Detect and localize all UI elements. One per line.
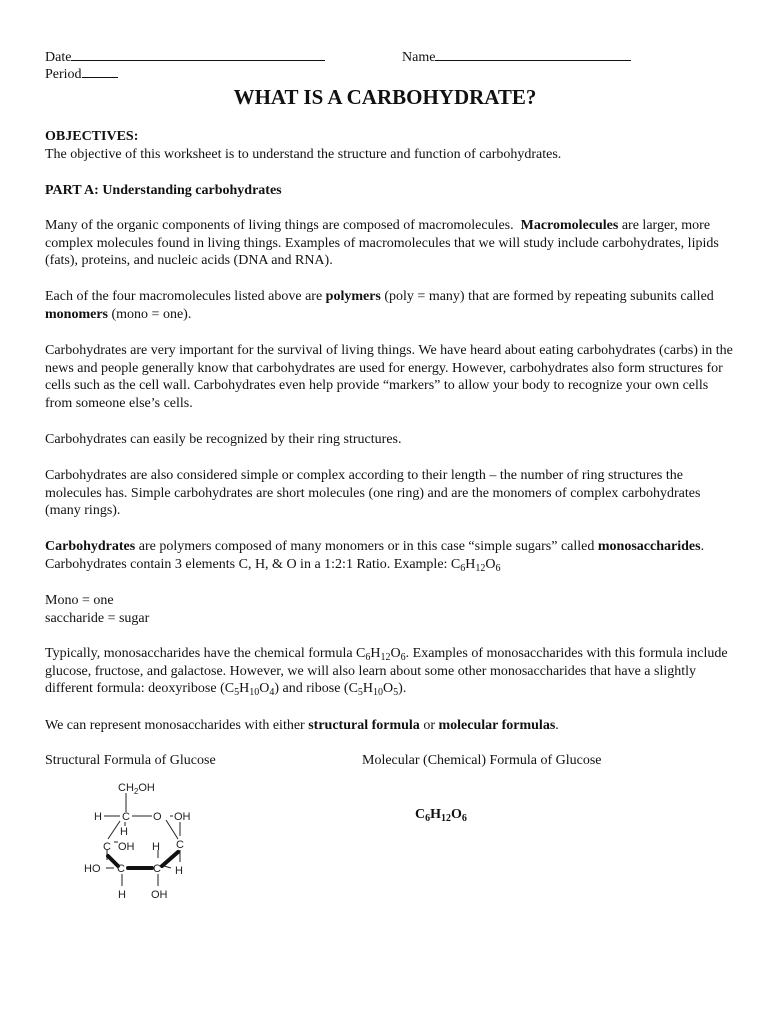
date-blank[interactable] (71, 47, 325, 61)
date-label: Date (45, 50, 72, 65)
atom-o-ring: O (153, 811, 162, 823)
atom-c-bottom-left: C (117, 863, 125, 875)
atom-oh-mid: OH (118, 841, 135, 853)
paragraph-importance: Carbohydrates are very important for the survival of living things. We have heard about eating carbohydrates (carbs) in the news and people generally know that carbohydrates are used for energy. However, carbohydrates also form structures for cells such as the cell wall. Carbohydrates even help provide “markers” to allow your body to recognize your own cells from someone else’s cells. (45, 343, 733, 411)
paragraph-macromolecules: Many of the organic components of living things are composed of macromolecules. Macromolecules are larger, more complex molecules found in living things. Examples of macromolecules that we will study include carbohydrates, lipids (fats), proteins, and nucleic acids (DNA and RNA). (45, 218, 719, 268)
atom-ho-left: HO (84, 863, 101, 875)
period-field (45, 64, 118, 84)
atom-oh-bottom: OH (151, 889, 168, 901)
paragraph-polymers: Each of the four macromolecules listed above are polymers (poly = many) that are formed by repeating subunits called monomers (mono = one). (45, 289, 714, 322)
atom-c-left: C (103, 841, 111, 853)
molecular-formula: $C_6H_{12}O_6$ (415, 807, 467, 824)
atom-h-under: H (120, 826, 128, 838)
paragraph-simple-complex: Carbohydrates are also considered simple or complex according to their length – the number of ring structures the molecules has. Simple carbohydrates are short molecules (one ring) and are the monomers of complex carbohydrates (many rings). (45, 468, 701, 518)
objectives-section (45, 128, 735, 163)
molecular-formula-label: Molecular (Chemical) Formula of Glucose (362, 753, 602, 768)
atom-ch2oh: $CH_2OH$ (118, 782, 155, 796)
atom-oh-right: OH (174, 811, 191, 823)
period-blank[interactable] (82, 64, 118, 78)
structural-formula-label: Structural Formula of Glucose (45, 753, 216, 768)
name-field (402, 47, 631, 67)
atom-c-right: C (176, 839, 184, 851)
atom-h-right: H (175, 865, 183, 877)
page-title: WHAT IS A CARBOHYDRATE? (233, 85, 537, 109)
atom-h-left: H (94, 811, 102, 823)
atom-h-bottom: H (118, 889, 126, 901)
paragraph-definitions: Mono = one saccharide = sugar (45, 593, 150, 626)
paragraph-formula: Typically, monosaccharides have the chemical formula $C_6H_{12}O_6$. Examples of monosaccharides with this formula include glucose, fructose, and galactose. However, we will also learn about some other monosaccharides that have a slightly different formula: deoxyribose $(C_5H_{10}O_4)$ and ribose $(C_5H_{10}O_5)$. (45, 646, 728, 698)
name-blank[interactable] (435, 47, 631, 61)
name-label: Name (402, 50, 436, 65)
paragraph-representation: We can represent monosaccharides with either structural formula or molecular formulas. (45, 718, 559, 733)
atom-c-top: C (122, 811, 130, 823)
objectives-text: The objective of this worksheet is to understand the structure and function of carbohydrates. (45, 146, 562, 162)
glucose-structure-diagram (70, 778, 220, 903)
period-label: Period (45, 67, 82, 82)
paragraph-monosaccharides: Carbohydrates are polymers composed of many monomers or in this case “simple sugars” called monosaccharides. Carbohydrates contain 3 elements C, H, & O in a 1:2:1 Ratio. Example: $C_6H_{12}O_6$ (45, 539, 705, 574)
part-a-heading: PART A: Understanding carbohydrates (45, 183, 282, 198)
atom-h-mid: H (152, 841, 160, 853)
atom-c-bottom-right: C (153, 863, 161, 875)
objectives-heading: OBJECTIVES: (45, 129, 139, 144)
paragraph-ring-structures: Carbohydrates can easily be recognized by their ring structures. (45, 432, 402, 447)
